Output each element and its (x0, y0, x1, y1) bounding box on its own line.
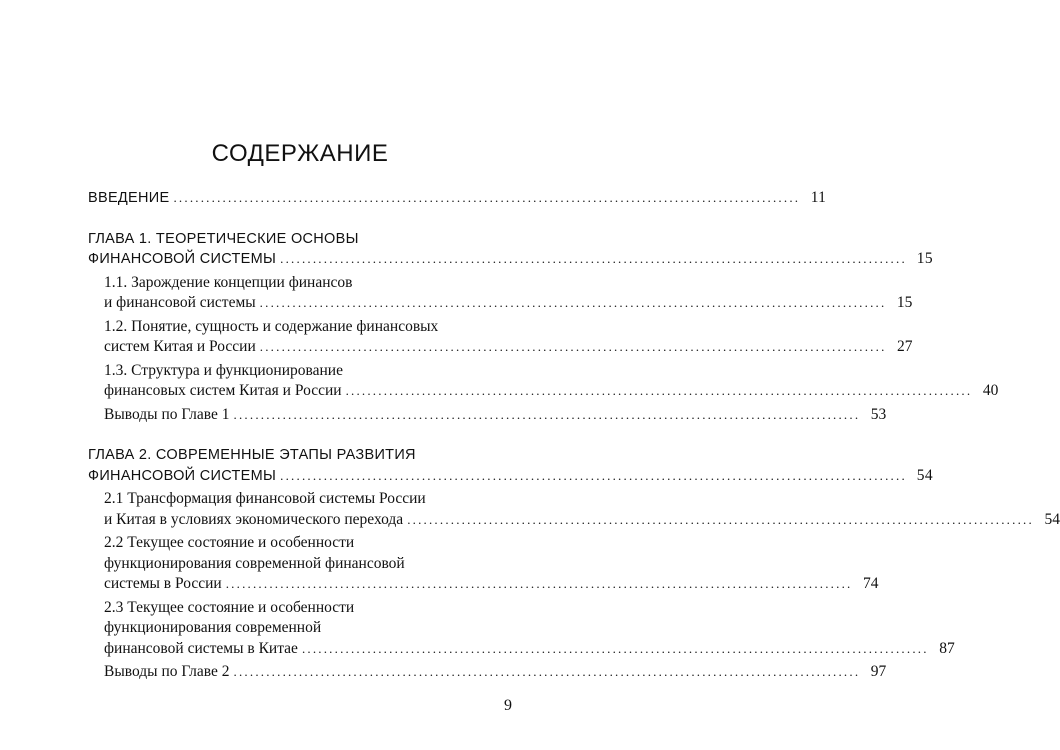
toc-entry-text: ФИНАНСОВОЙ СИСТЕМЫ (88, 467, 277, 484)
toc-page-number: 27 (897, 338, 913, 355)
toc-entry-section-1-3 (88, 361, 999, 402)
toc-entry-text: 2.3 Текущее состояние и особенности (104, 598, 355, 616)
toc-entry-text: функционирования современной (104, 619, 322, 636)
toc-entry-text: систем Китая и России (104, 338, 256, 355)
toc-entry-text: 2.1 Трансформация финансовой системы России (104, 490, 426, 507)
toc-entry-conclusions-2 (88, 662, 887, 683)
toc-entry-text: финансовой системы в Китае (104, 639, 298, 657)
toc-entry-text: 1.1. Зарождение концепции финансов (104, 273, 353, 291)
toc-dot-leader: ................................................................................................................... (225, 576, 853, 591)
toc-entry-chapter-1 (88, 229, 933, 270)
toc-dot-leader: ................................................................................................................... (280, 467, 907, 483)
toc-entry-section-2-1 (88, 489, 1060, 530)
toc-dot-leader: ................................................................................................................... (280, 251, 907, 266)
toc-page-number: 40 (982, 382, 999, 399)
page-title: СОДЕРЖАНИЕ (211, 140, 389, 167)
toc-entry-section-1-2 (88, 317, 913, 358)
toc-entry-chapter-2 (88, 445, 933, 486)
toc-entry-text: системы в России (104, 575, 222, 592)
toc-entry-section-1-1 (88, 273, 913, 314)
toc-entry-text: финансовых систем Китая и России (104, 382, 342, 399)
toc-entry-text: 1.2. Понятие, сущность и содержание финансовых (104, 317, 439, 335)
toc-entry-section-2-3 (88, 598, 955, 660)
toc-dot-leader: ................................................................................................................... (259, 295, 887, 310)
toc-entry-text: и Китая в условиях экономического перехода (104, 510, 404, 528)
toc-entry-introduction (88, 188, 827, 209)
toc-page-number: 11 (810, 189, 827, 206)
toc-dot-leader: ................................................................................................................... (259, 339, 887, 354)
toc-entry-text: 1.3. Структура и функционирование (104, 361, 343, 379)
toc-entry-text: ГЛАВА 1. ТЕОРЕТИЧЕСКИЕ ОСНОВЫ (88, 230, 359, 247)
toc-entry-text: ВВЕДЕНИЕ (88, 190, 170, 206)
toc-dot-leader: ................................................................................................................... (345, 383, 973, 398)
toc-entry-text: функционирования современной финансовой (104, 554, 405, 572)
toc-dot-leader: ................................................................................................................... (173, 190, 801, 205)
toc-page-number: 54 (1044, 510, 1060, 528)
toc-page-number: 15 (916, 250, 933, 267)
toc-page-number: 87 (939, 639, 955, 657)
toc-dot-leader: ................................................................................................................... (407, 511, 1034, 527)
toc-entry-text: Выводы по Главе 2 (104, 663, 230, 680)
toc-dot-leader: ................................................................................................................... (233, 664, 861, 679)
toc-entry-text: Выводы по Главе 1 (104, 405, 230, 423)
toc-page-number: 97 (870, 663, 887, 680)
toc-page-number: 54 (916, 466, 933, 484)
toc-page-number: 53 (870, 405, 887, 423)
table-of-contents (88, 188, 1060, 683)
toc-entry-text: 2.2 Текущее состояние и особенности (104, 534, 355, 551)
toc-entry-text: и финансовой системы (104, 294, 256, 311)
toc-page-number: 15 (896, 294, 913, 311)
toc-entry-conclusions-1 (88, 405, 887, 426)
page-number-folio: 9 (504, 697, 512, 714)
toc-dot-leader: ................................................................................................................... (233, 406, 861, 422)
toc-entry-text: ФИНАНСОВОЙ СИСТЕМЫ (88, 251, 277, 267)
toc-entry-text: ГЛАВА 2. СОВРЕМЕННЫЕ ЭТАПЫ РАЗВИТИЯ (88, 447, 416, 463)
toc-entry-section-2-2 (88, 533, 879, 595)
toc-page-number: 74 (862, 575, 879, 592)
toc-dot-leader: ................................................................................................................... (301, 640, 929, 656)
